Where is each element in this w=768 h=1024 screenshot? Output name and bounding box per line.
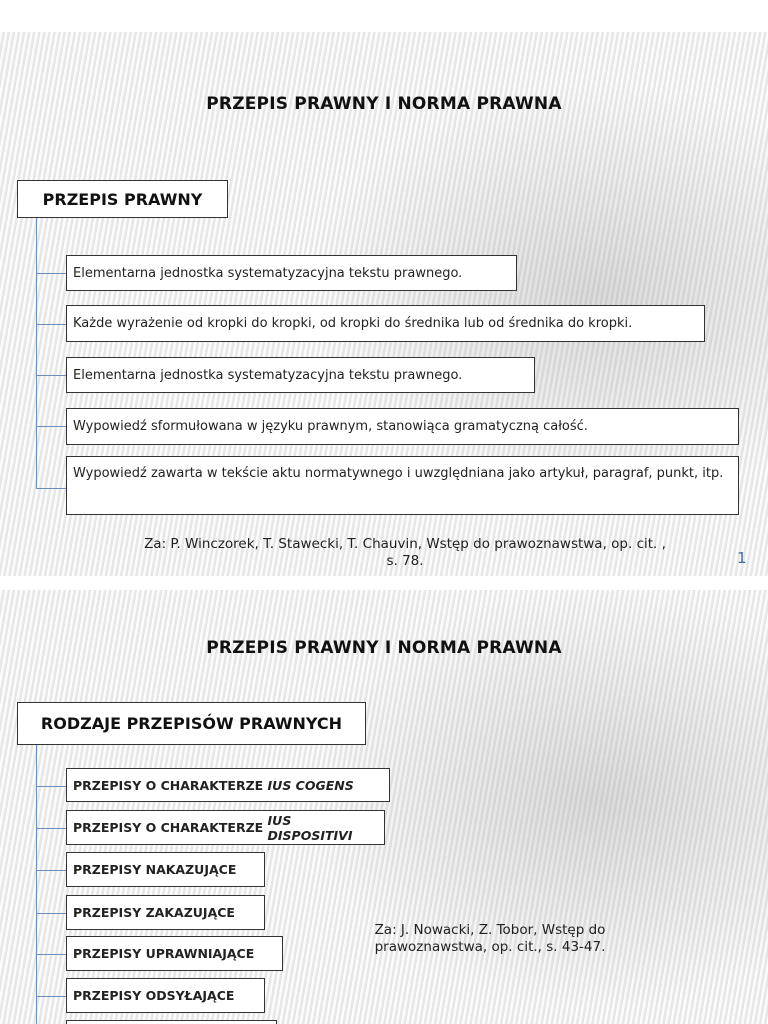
tree-branch — [36, 426, 66, 427]
citation-line: Za: J. Nowacki, Z. Tobor, Wstęp do — [374, 922, 606, 938]
tree-branch — [36, 996, 66, 997]
tree-branch — [36, 786, 66, 787]
slide-1 — [0, 32, 768, 576]
category-item — [66, 852, 265, 887]
citation — [340, 922, 640, 956]
category-label: PRZEPISY ODSYŁAJĄCE — [73, 988, 235, 1003]
tree-branch — [36, 828, 66, 829]
slide-title: PRZEPIS PRAWNY I NORMA PRAWNA — [206, 94, 562, 114]
definition-item: Elementarna jednostka systematyzacyjna tekstu prawnego. — [66, 357, 535, 393]
tree-branch — [36, 913, 66, 914]
section-header-box: PRZEPIS PRAWNY — [17, 180, 228, 218]
page-number: 1 — [737, 549, 747, 567]
category-item — [66, 895, 265, 930]
category-label: PRZEPISY UPRAWNIAJĄCE — [73, 946, 255, 961]
category-item-partial — [66, 1020, 277, 1024]
category-item — [66, 936, 283, 971]
definition-item: Wypowiedź zawarta w tekście aktu normatywnego i uwzględniana jako artykuł, paragraf, punkt, itp. — [66, 456, 739, 515]
slide-title: PRZEPIS PRAWNY I NORMA PRAWNA — [206, 638, 562, 658]
citation-line: prawoznawstwa, op. cit., s. 43-47. — [374, 939, 606, 955]
category-label: PRZEPISY NAKAZUJĄCE — [73, 862, 237, 877]
tree-branch — [36, 273, 66, 274]
tree-branch — [36, 324, 66, 325]
category-label: PRZEPISY ZAKAZUJĄCE — [73, 905, 235, 920]
citation — [100, 536, 710, 570]
definition-item: Wypowiedź sformułowana w języku prawnym, stanowiąca gramatyczną całość. — [66, 408, 739, 445]
category-item — [66, 810, 385, 845]
tree-branch — [36, 870, 66, 871]
tree-branch — [36, 375, 66, 376]
category-label: PRZEPISY O CHARAKTERZE — [73, 777, 268, 793]
definition-item: Elementarna jednostka systematyzacyjna tekstu prawnego. — [66, 255, 517, 291]
category-label-italic: IUS DISPOSITIVI — [267, 812, 353, 843]
tree-branch — [36, 954, 66, 955]
definition-item: Każde wyrażenie od kropki do kropki, od kropki do średnika lub od średnika do kropki. — [66, 305, 705, 342]
section-header-box: RODZAJE PRZEPISÓW PRAWNYCH — [17, 702, 366, 745]
category-label-italic: IUS COGENS — [267, 777, 354, 793]
category-item — [66, 978, 265, 1013]
tree-branch — [36, 488, 66, 489]
citation-line: s. 78. — [386, 553, 424, 569]
citation-line: Za: P. Winczorek, T. Stawecki, T. Chauvin, Wstęp do prawoznawstwa, op. cit. , — [144, 536, 666, 552]
category-label: PRZEPISY O CHARAKTERZE — [73, 820, 268, 835]
slide-2 — [0, 590, 768, 1024]
category-item — [66, 768, 390, 802]
tree-connector — [36, 218, 37, 488]
